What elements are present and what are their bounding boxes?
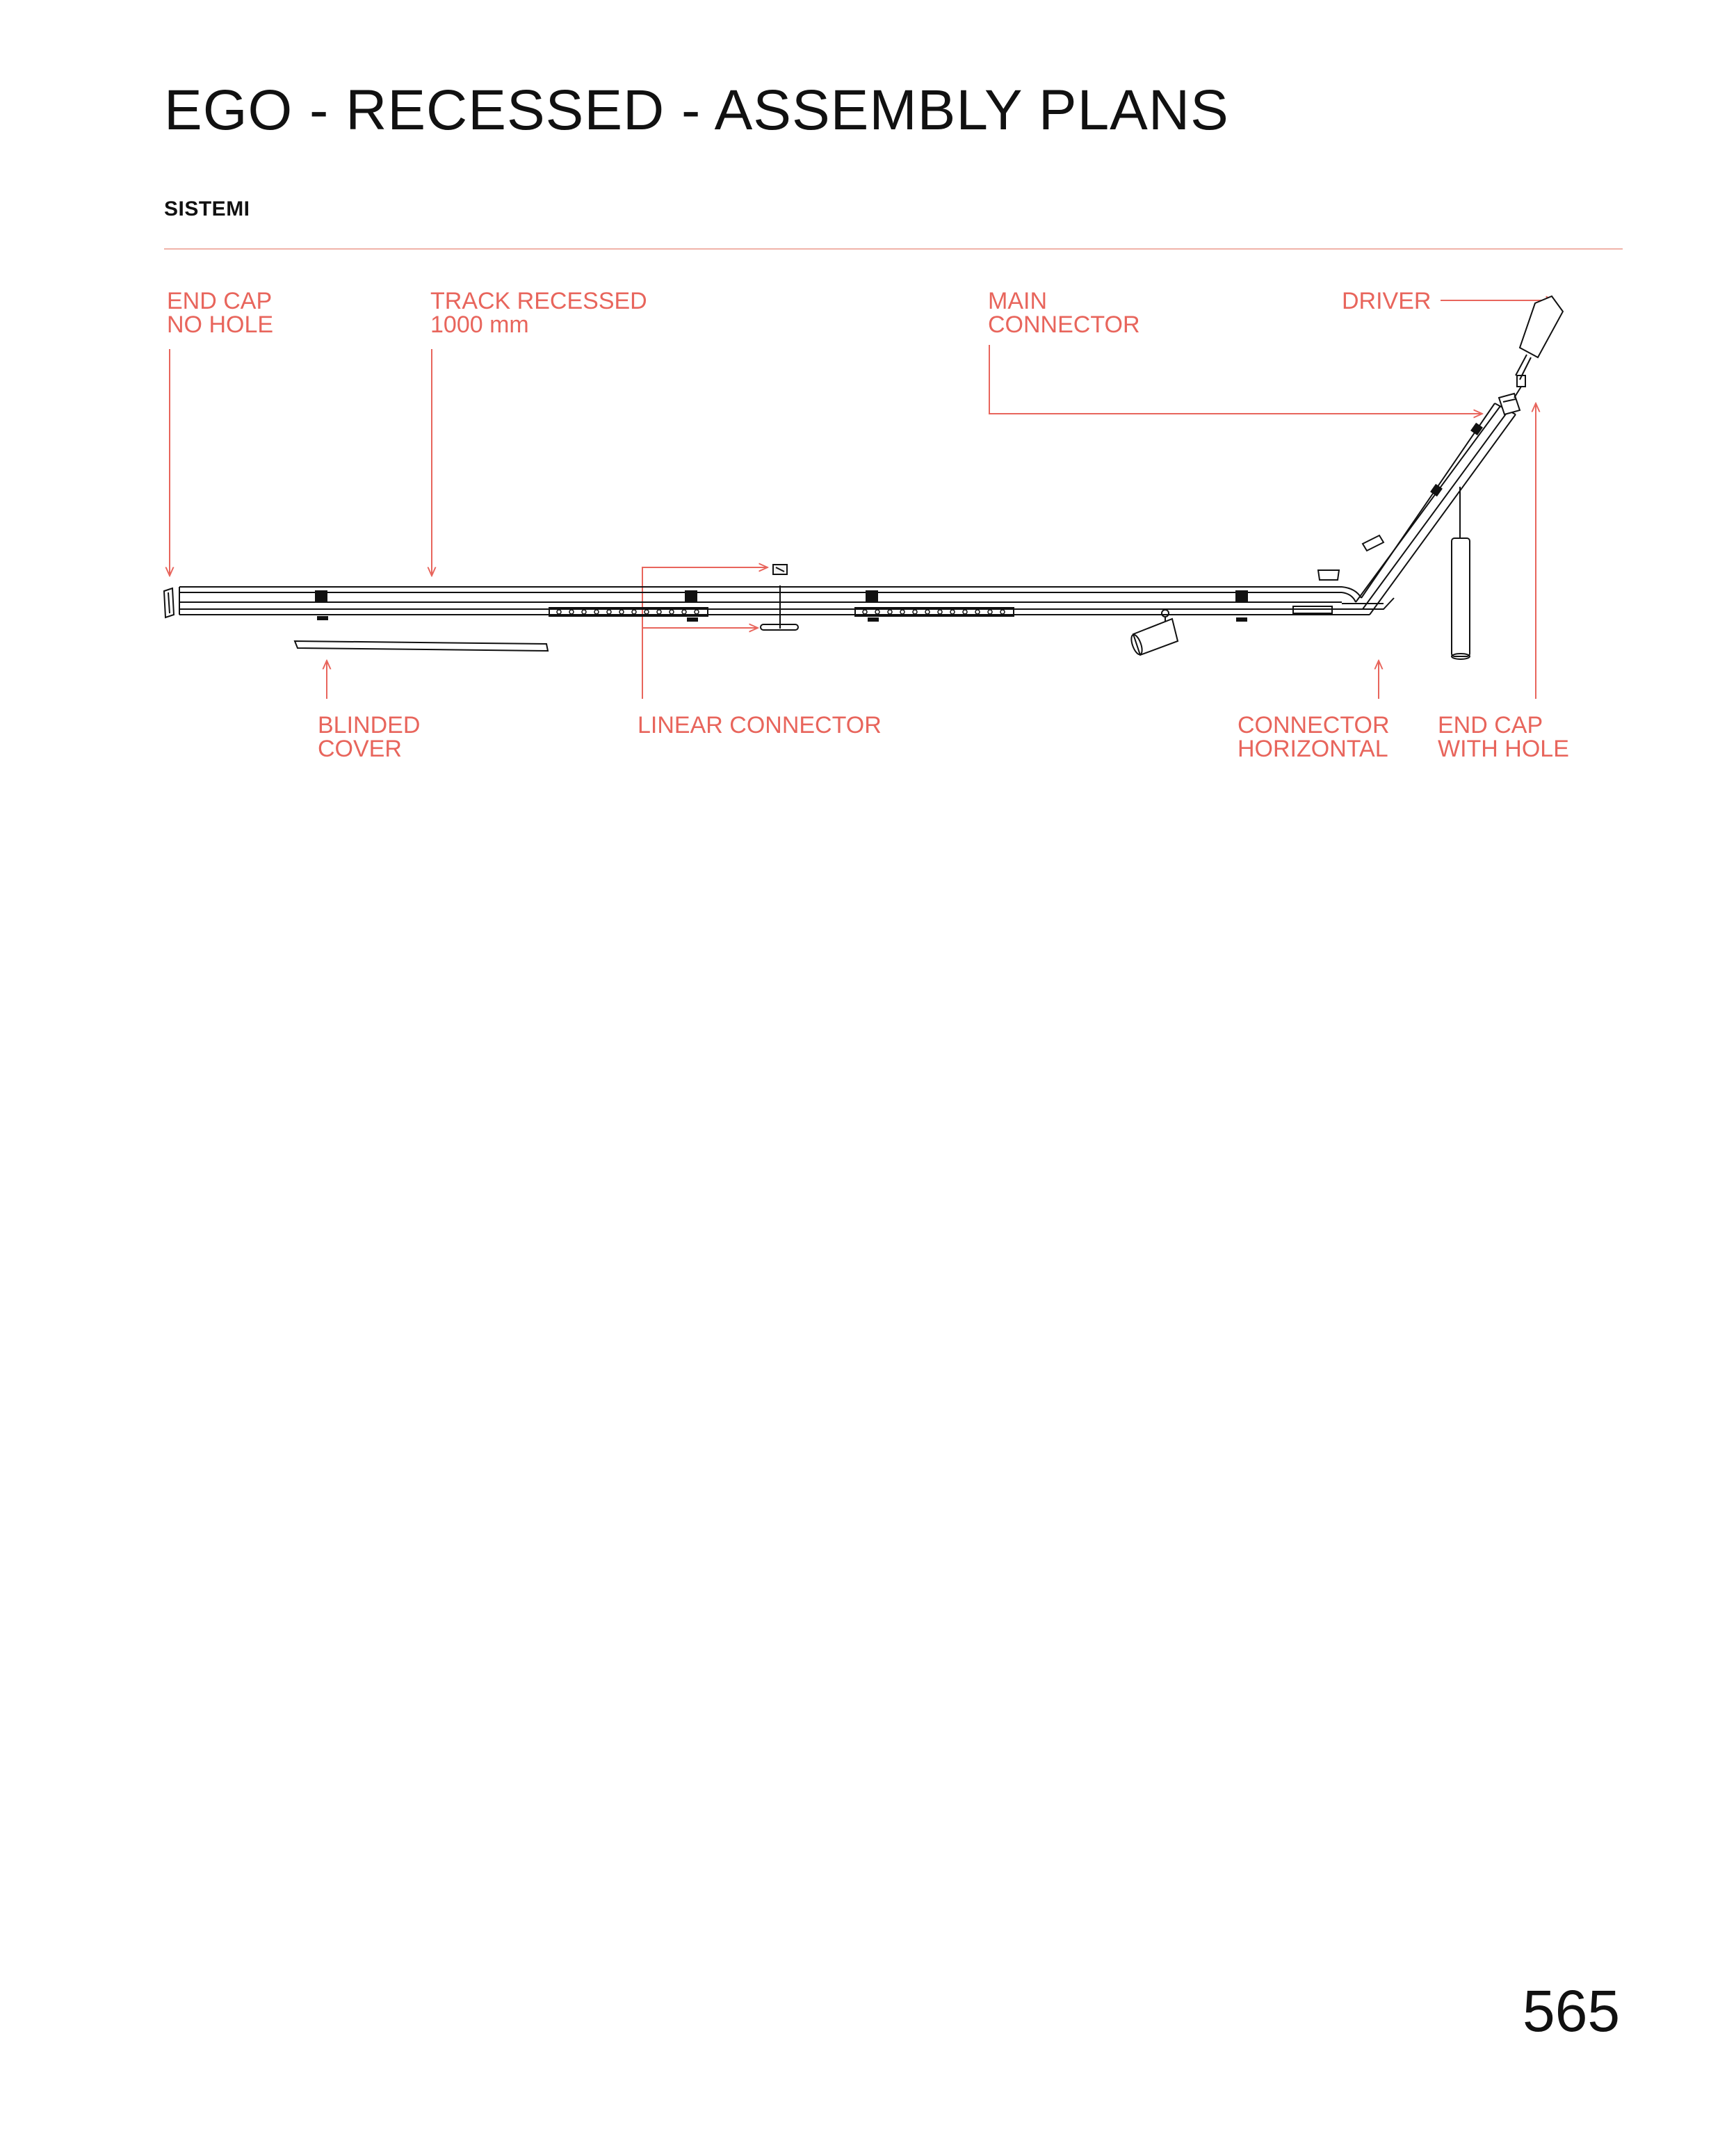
label-line: HORIZONTAL bbox=[1238, 736, 1388, 762]
label-line: WITH HOLE bbox=[1438, 736, 1569, 762]
leader-main-connector bbox=[989, 345, 1482, 414]
spotlight-short bbox=[1129, 610, 1178, 656]
track-recessed bbox=[179, 585, 1370, 629]
track-clips-bottom bbox=[317, 616, 1247, 622]
label-line: CONNECTOR bbox=[1238, 712, 1390, 738]
label-line: DRIVER bbox=[1342, 288, 1431, 314]
leader-lines bbox=[170, 300, 1555, 699]
track-drawing bbox=[164, 296, 1563, 659]
label-line: BLINDED bbox=[318, 712, 421, 738]
label-line: LINEAR CONNECTOR bbox=[638, 712, 882, 738]
end-cap-piece bbox=[1318, 570, 1339, 580]
label-line: END CAP bbox=[167, 288, 273, 314]
page-title: EGO - RECESSED - ASSEMBLY PLANS bbox=[164, 79, 1229, 142]
blinded-cover bbox=[295, 641, 548, 651]
connector-horizontal bbox=[1293, 598, 1394, 613]
label-line: COVER bbox=[318, 736, 402, 762]
label-line: NO HOLE bbox=[167, 312, 274, 338]
driver-unit bbox=[1514, 296, 1563, 398]
label-line: 1000 mm bbox=[430, 312, 529, 338]
label-line: END CAP bbox=[1438, 712, 1543, 738]
clip-piece-diagonal bbox=[1363, 535, 1384, 551]
corner-bend bbox=[1342, 403, 1516, 615]
main-connector bbox=[1499, 394, 1520, 414]
label-line: TRACK RECESSED bbox=[430, 288, 647, 314]
pendant-light bbox=[1452, 487, 1470, 659]
section-subtitle: SISTEMI bbox=[164, 197, 250, 220]
label-line: CONNECTOR bbox=[988, 312, 1140, 338]
label-line: MAIN bbox=[988, 288, 1047, 314]
page-number: 565 bbox=[1523, 1978, 1621, 2044]
